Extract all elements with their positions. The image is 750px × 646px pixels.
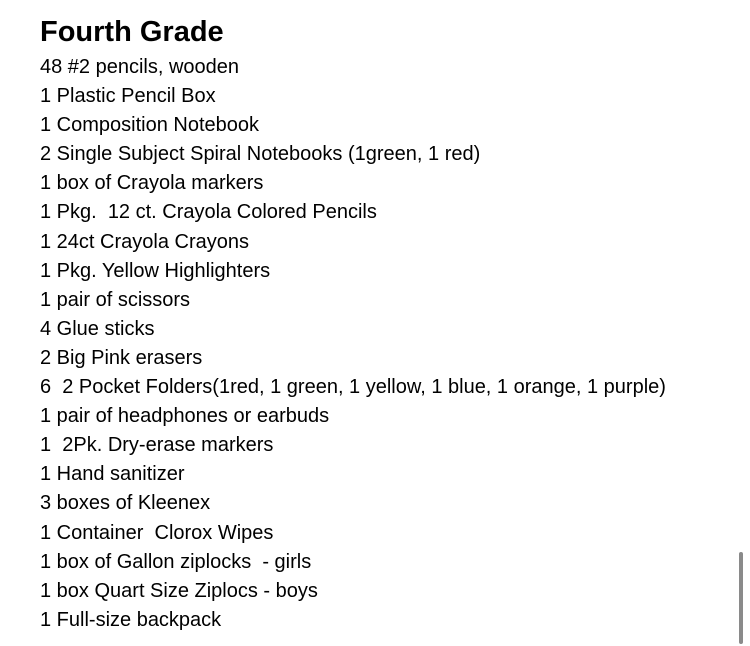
supply-list xyxy=(40,53,666,635)
list-item: 1 box Quart Size Ziplocs - boys xyxy=(40,579,318,602)
list-item: 3 boxes of Kleenex xyxy=(40,492,211,515)
list-item: 1 Container Clorox Wipes xyxy=(40,521,274,544)
list-item: 6 2 Pocket Folders(1red, 1 green, 1 yellow, 1 blue, 1 orange, 1 purple) xyxy=(40,376,666,399)
list-item: 1 pair of scissors xyxy=(40,288,191,311)
list-item: 1 Pkg. 12 ct. Crayola Colored Pencils xyxy=(40,201,377,224)
list-item: 1 box of Crayola markers xyxy=(40,172,264,195)
list-item: 1 Hand sanitizer xyxy=(40,463,185,486)
list-item: 1 Full-size backpack xyxy=(40,608,222,631)
list-item: 1 24ct Crayola Crayons xyxy=(40,230,249,253)
list-item: 1 2Pk. Dry-erase markers xyxy=(40,434,274,457)
list-item: 2 Single Subject Spiral Notebooks (1green, 1 red) xyxy=(40,143,481,166)
list-item: 2 Big Pink erasers xyxy=(40,346,203,369)
list-item: 1 pair of headphones or earbuds xyxy=(40,405,330,428)
list-item: 1 Composition Notebook xyxy=(40,114,260,137)
vertical-scrollbar[interactable] xyxy=(739,552,743,644)
list-item: 4 Glue sticks xyxy=(40,317,155,340)
list-item: 1 Plastic Pencil Box xyxy=(40,85,216,108)
page-title: Fourth Grade xyxy=(40,16,224,48)
list-item: 1 Pkg. Yellow Highlighters xyxy=(40,259,271,282)
list-item: 1 box of Gallon ziplocks - girls xyxy=(40,550,312,573)
list-item: 48 #2 pencils, wooden xyxy=(40,56,240,78)
